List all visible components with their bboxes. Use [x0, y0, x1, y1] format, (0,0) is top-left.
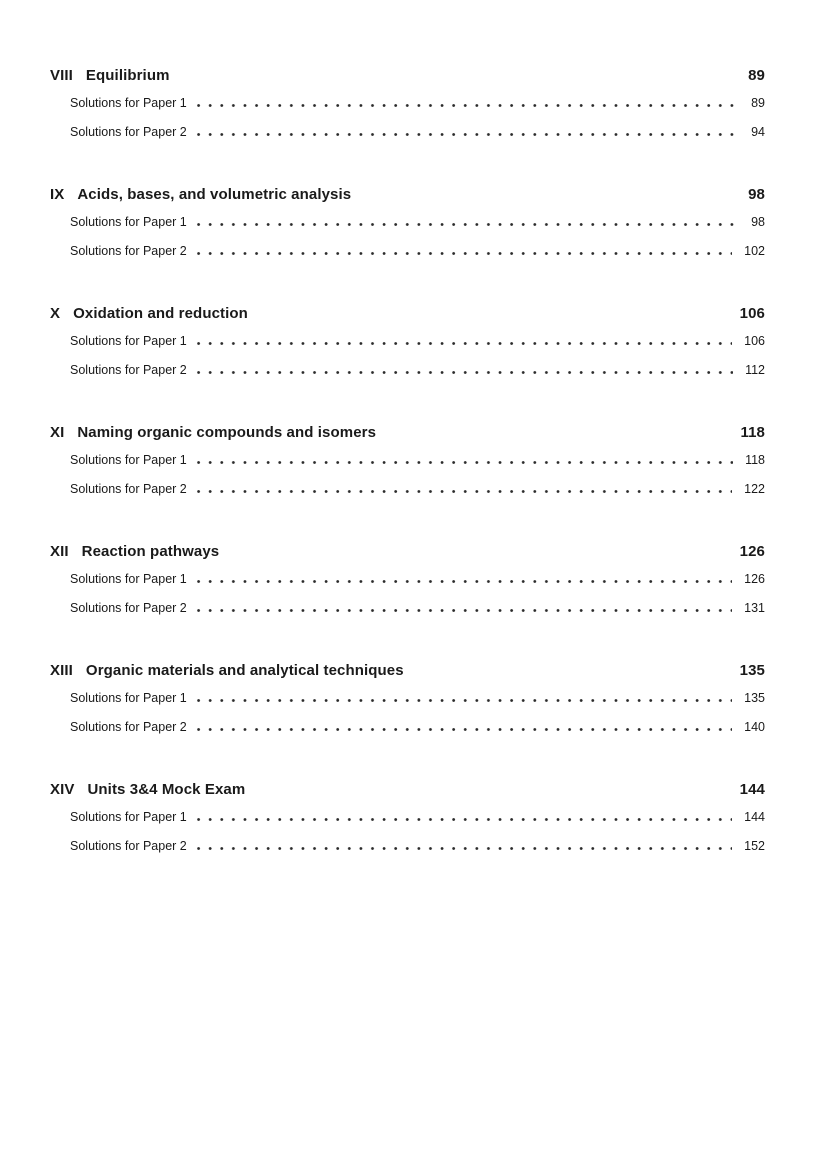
chapter-page-number: 135: [739, 662, 765, 679]
entry-label: Solutions for Paper 1: [70, 810, 187, 824]
chapter-page-number: 106: [739, 305, 765, 322]
entry-label: Solutions for Paper 1: [70, 572, 187, 586]
toc-chapter: [50, 304, 765, 379]
toc-chapter: [50, 423, 765, 498]
chapter-entries: [70, 333, 765, 379]
entry-page-number: 106: [744, 334, 765, 348]
chapter-heading-row[interactable]: [50, 185, 765, 205]
dot-leader: [197, 728, 732, 731]
toc-entry[interactable]: [70, 600, 765, 617]
chapter-numeral: XIII: [50, 662, 73, 679]
chapter-page-number: 118: [740, 424, 765, 441]
entry-page-number: 94: [751, 125, 765, 139]
dot-leader: [197, 342, 732, 345]
entry-label: Solutions for Paper 1: [70, 691, 187, 705]
toc-entry[interactable]: [70, 243, 765, 260]
toc-entry[interactable]: [70, 333, 765, 350]
entry-label: Solutions for Paper 2: [70, 839, 187, 853]
toc-entry[interactable]: [70, 362, 765, 379]
entry-label: Solutions for Paper 1: [70, 215, 187, 229]
entry-page-number: 131: [744, 601, 765, 615]
chapter-title: Oxidation and reduction: [73, 305, 248, 322]
chapter-title: Organic materials and analytical techniques: [85, 662, 404, 679]
dot-leader: [197, 133, 739, 136]
toc-entry[interactable]: [70, 719, 765, 736]
chapter-page-number: 98: [748, 186, 765, 203]
chapter-numeral: VIII: [50, 67, 73, 84]
toc-entry[interactable]: [70, 571, 765, 588]
toc-entry[interactable]: [70, 452, 765, 469]
dot-leader: [197, 104, 739, 107]
toc-entry[interactable]: [70, 690, 765, 707]
entry-label: Solutions for Paper 2: [70, 125, 187, 139]
dot-leader: [197, 847, 732, 850]
entry-label: Solutions for Paper 2: [70, 482, 187, 496]
dot-leader: [197, 252, 732, 255]
entry-label: Solutions for Paper 1: [70, 96, 187, 110]
chapter-title: Reaction pathways: [81, 543, 220, 560]
toc-entry[interactable]: [70, 809, 765, 826]
dot-leader: [197, 699, 732, 702]
entry-page-number: 89: [751, 96, 765, 110]
entry-label: Solutions for Paper 2: [70, 363, 187, 377]
entry-page-number: 112: [745, 363, 765, 377]
entry-label: Solutions for Paper 2: [70, 720, 187, 734]
toc-chapter: [50, 780, 765, 855]
chapter-page-number: 126: [739, 543, 765, 560]
toc-chapter: [50, 542, 765, 617]
toc-entry[interactable]: [70, 124, 765, 141]
entry-page-number: 98: [751, 215, 765, 229]
chapter-title: Acids, bases, and volumetric analysis: [77, 186, 352, 203]
entry-label: Solutions for Paper 1: [70, 334, 187, 348]
entry-page-number: 122: [744, 482, 765, 496]
chapter-heading-row[interactable]: [50, 542, 765, 562]
toc-entry[interactable]: [70, 95, 765, 112]
entry-label: Solutions for Paper 2: [70, 601, 187, 615]
chapter-entries: [70, 452, 765, 498]
toc-entry[interactable]: [70, 481, 765, 498]
chapter-title: Equilibrium: [85, 67, 170, 84]
chapter-entries: [70, 214, 765, 260]
chapter-heading-row[interactable]: [50, 423, 765, 443]
entry-page-number: 118: [745, 453, 765, 467]
toc-chapter: [50, 661, 765, 736]
chapter-numeral: IX: [50, 186, 65, 203]
chapter-heading-row[interactable]: [50, 66, 765, 86]
dot-leader: [197, 609, 732, 612]
chapter-numeral: XII: [50, 543, 69, 560]
chapter-heading-row[interactable]: [50, 780, 765, 800]
chapter-numeral: XI: [50, 424, 65, 441]
chapter-entries: [70, 571, 765, 617]
dot-leader: [197, 461, 733, 464]
chapter-page-number: 144: [739, 781, 765, 798]
dot-leader: [197, 371, 733, 374]
entry-label: Solutions for Paper 1: [70, 453, 187, 467]
chapter-entries: [70, 809, 765, 855]
entry-page-number: 126: [744, 572, 765, 586]
toc-list: [50, 66, 765, 855]
chapter-numeral: XIV: [50, 781, 75, 798]
chapter-title: Naming organic compounds and isomers: [77, 424, 377, 441]
entry-page-number: 135: [744, 691, 765, 705]
entry-page-number: 152: [744, 839, 765, 853]
dot-leader: [197, 223, 739, 226]
chapter-heading-row[interactable]: [50, 661, 765, 681]
toc-chapter: [50, 185, 765, 260]
entry-label: Solutions for Paper 2: [70, 244, 187, 258]
entry-page-number: 102: [744, 244, 765, 258]
entry-page-number: 144: [744, 810, 765, 824]
toc-entry[interactable]: [70, 838, 765, 855]
dot-leader: [197, 490, 732, 493]
entry-page-number: 140: [744, 720, 765, 734]
toc-chapter: [50, 66, 765, 141]
toc-entry[interactable]: [70, 214, 765, 231]
chapter-heading-row[interactable]: [50, 304, 765, 324]
chapter-numeral: X: [50, 305, 61, 322]
chapter-page-number: 89: [748, 67, 765, 84]
chapter-entries: [70, 690, 765, 736]
chapter-entries: [70, 95, 765, 141]
dot-leader: [197, 580, 732, 583]
dot-leader: [197, 818, 732, 821]
chapter-title: Units 3&4 Mock Exam: [87, 781, 246, 798]
